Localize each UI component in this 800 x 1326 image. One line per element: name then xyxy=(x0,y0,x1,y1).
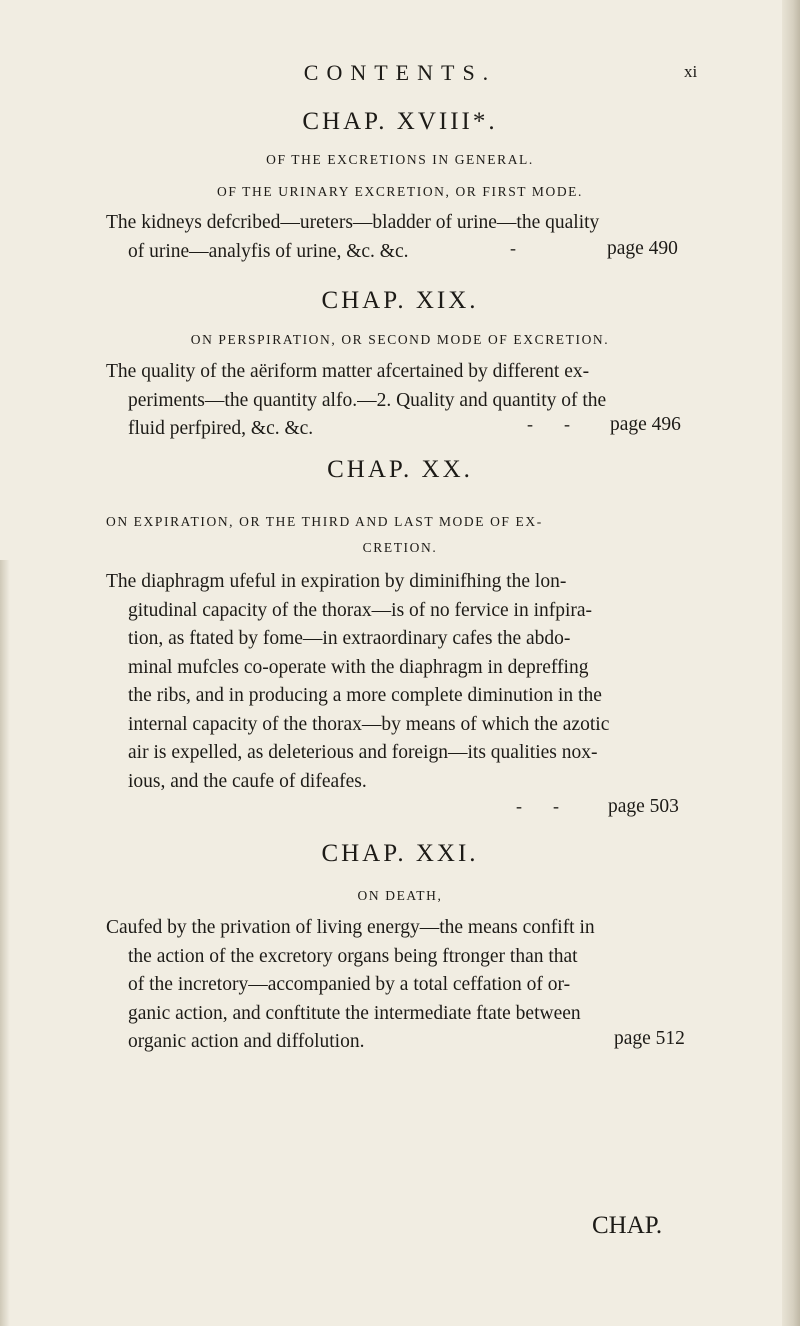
page-gutter-shadow xyxy=(0,560,10,1326)
chapter-19-subtitle: ON PERSPIRATION, OR SECOND MODE OF EXCRETION. xyxy=(190,332,610,347)
summary-line: periments—the quantity alfo.—2. Quality and quantity of the xyxy=(128,389,607,411)
running-head: CONTENTS. xyxy=(303,60,497,85)
summary-line: the ribs, and in producing a more complete diminution in the xyxy=(128,685,602,706)
chapter-19-summary xyxy=(106,358,696,444)
summary-line: of urine—analyfis of urine, &c. &c. xyxy=(128,240,409,262)
chapter-heading-21: CHAP. XXI. xyxy=(321,840,479,867)
leader-dash: - xyxy=(564,414,570,434)
chapter-19-page: page 496 xyxy=(610,414,681,435)
summary-line: fluid perfpired, &c. &c. xyxy=(128,418,314,439)
chapter-20-subtitle-line: CRETION. xyxy=(362,540,438,555)
chapter-21-page: page 512 xyxy=(614,1028,685,1049)
page-number: xi xyxy=(684,62,698,81)
summary-line: gitudinal capacity of the thorax—is of no fervice in infpira- xyxy=(128,599,593,621)
summary-line: air is expelled, as deleterious and foreign—its qualities nox- xyxy=(128,742,598,763)
summary-line: ious, and the caufe of difeafes. xyxy=(128,770,367,792)
chapter-20-subtitle-line: ON EXPIRATION, OR THE THIRD AND LAST MODE OF EX- xyxy=(106,514,543,529)
chapter-20-page: page 503 xyxy=(608,796,679,817)
chapter-heading-18: CHAP. XVIII*. xyxy=(302,108,498,135)
summary-line: The diaphragm ufeful in expiration by diminifhing the lon- xyxy=(106,571,567,592)
leader-dash: - xyxy=(527,414,533,434)
leader-dash: - xyxy=(510,238,516,258)
chapter-heading-20: CHAP. XX. xyxy=(327,456,473,483)
summary-line: organic action and diffolution. xyxy=(128,1031,365,1052)
chapter-21-summary xyxy=(106,914,696,1057)
chapter-18-subtitle: OF THE URINARY EXCRETION, OR FIRST MODE. xyxy=(216,184,584,199)
chapter-18-page: page 490 xyxy=(607,238,678,259)
summary-line: The quality of the aëriform matter afcertained by different ex- xyxy=(106,361,590,382)
chapter-21-subtitle: ON DEATH, xyxy=(357,888,443,903)
summary-line: The kidneys defcribed—ureters—bladder of urine—the quality xyxy=(106,212,600,233)
summary-line: tion, as ftated by fome—in extraordinary cafes the abdo- xyxy=(128,628,571,649)
summary-line: minal mufcles co-operate with the diaphragm in depreffing xyxy=(128,656,589,678)
summary-line: ganic action, and conftitute the intermediate ftate between xyxy=(128,1002,581,1024)
summary-line: of the incretory—accompanied by a total ceffation of or- xyxy=(128,974,571,995)
summary-line: the action of the excretory organs being ftronger than that xyxy=(128,945,578,967)
chapter-18-title: OF THE EXCRETIONS IN GENERAL. xyxy=(266,152,534,167)
leader-dash: - xyxy=(516,796,522,816)
leader-dash: - xyxy=(553,796,559,816)
chapter-20-summary xyxy=(106,568,696,796)
catchword: CHAP. xyxy=(592,1212,663,1239)
summary-line: Caufed by the privation of living energy—the means confift in xyxy=(106,917,595,938)
chapter-heading-19: CHAP. XIX. xyxy=(321,287,479,314)
summary-line: internal capacity of the thorax—by means of which the azotic xyxy=(128,713,610,735)
